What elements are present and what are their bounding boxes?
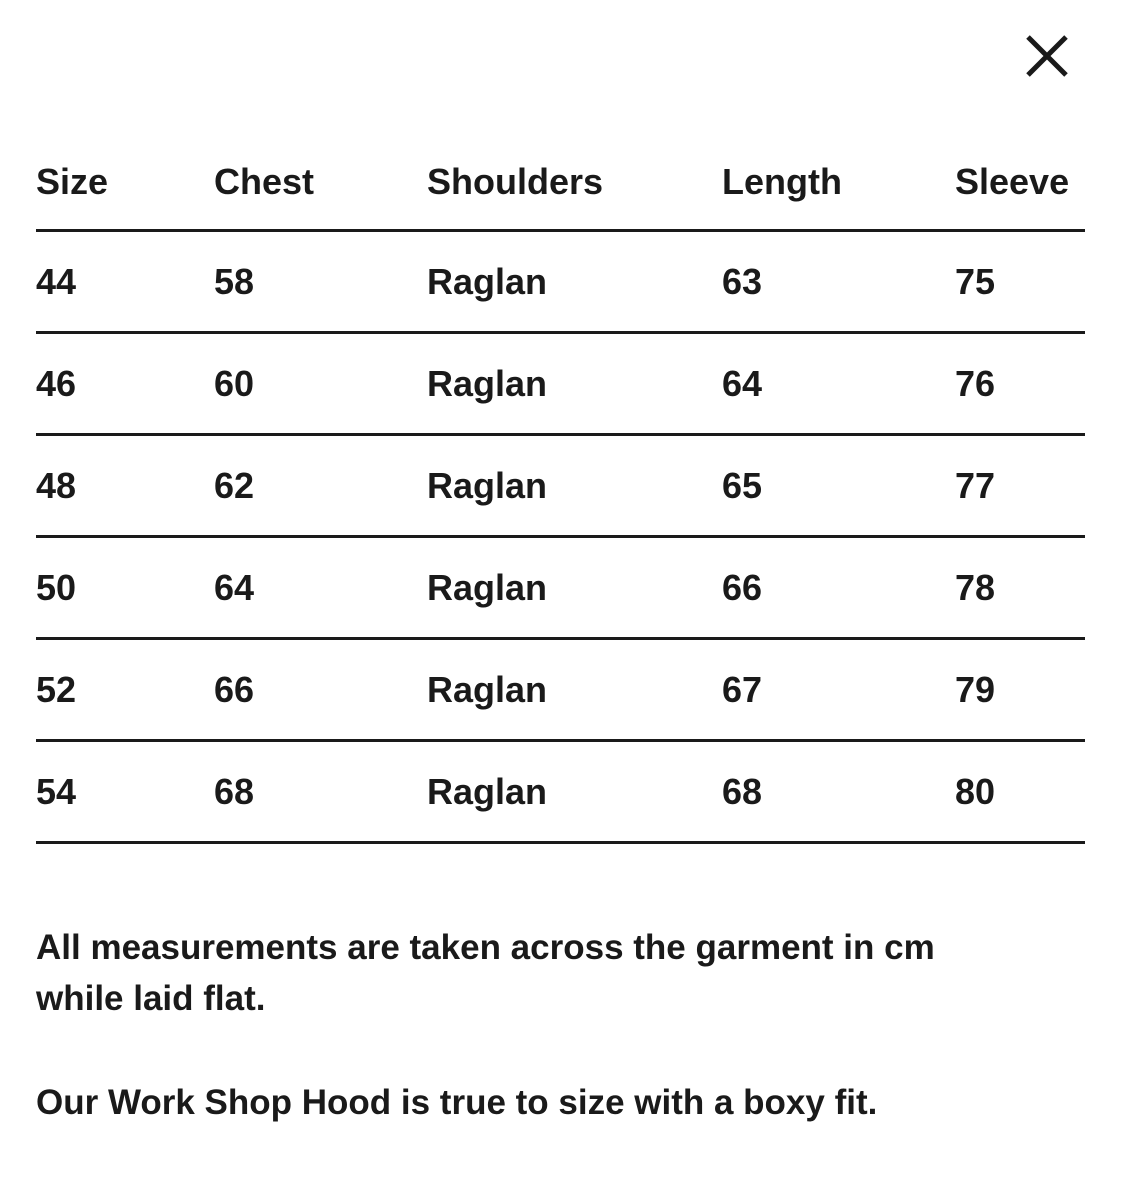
close-x-icon [1016, 25, 1078, 87]
table-row [36, 640, 1085, 742]
cell-length: 63 [722, 260, 763, 302]
cell-length: 67 [722, 668, 763, 710]
measurement-note-line-1: All measurements are taken across the garment in cm [36, 928, 935, 967]
fit-note: Our Work Shop Hood is true to size with a boxy fit. [36, 1083, 878, 1122]
cell-chest: 64 [214, 566, 255, 608]
size-notes [36, 922, 1076, 1128]
table-row [36, 436, 1085, 538]
cell-size: 50 [36, 566, 77, 608]
cell-sleeve: 78 [955, 566, 996, 608]
cell-sleeve: 77 [955, 464, 996, 506]
cell-sleeve: 80 [955, 770, 996, 812]
header-sleeve: Sleeve [955, 161, 1070, 203]
cell-shoulders: Raglan [427, 464, 548, 506]
header-size: Size [36, 161, 109, 203]
table-header-row [36, 132, 1085, 232]
cell-size: 54 [36, 770, 77, 812]
cell-sleeve: 79 [955, 668, 996, 710]
cell-length: 66 [722, 566, 763, 608]
cell-shoulders: Raglan [427, 770, 548, 812]
close-button[interactable] [1016, 25, 1078, 87]
cell-size: 52 [36, 668, 77, 710]
cell-size: 48 [36, 464, 77, 506]
cell-chest: 60 [214, 362, 255, 404]
header-shoulders: Shoulders [427, 161, 604, 203]
cell-chest: 66 [214, 668, 255, 710]
header-length: Length [722, 161, 842, 203]
cell-chest: 68 [214, 770, 255, 812]
note-spacer [36, 1024, 1076, 1077]
cell-length: 65 [722, 464, 763, 506]
cell-sleeve: 76 [955, 362, 996, 404]
cell-shoulders: Raglan [427, 260, 548, 302]
cell-shoulders: Raglan [427, 362, 548, 404]
cell-length: 64 [722, 362, 763, 404]
measurement-note-line-2: while laid flat. [36, 979, 266, 1018]
size-chart-table [36, 132, 1085, 844]
cell-chest: 58 [214, 260, 255, 302]
cell-size: 44 [36, 260, 77, 302]
cell-length: 68 [722, 770, 763, 812]
cell-shoulders: Raglan [427, 668, 548, 710]
cell-chest: 62 [214, 464, 255, 506]
table-row [36, 742, 1085, 844]
header-chest: Chest [214, 161, 315, 203]
cell-sleeve: 75 [955, 260, 996, 302]
table-row [36, 334, 1085, 436]
cell-size: 46 [36, 362, 77, 404]
table-row [36, 232, 1085, 334]
table-row [36, 538, 1085, 640]
cell-shoulders: Raglan [427, 566, 548, 608]
